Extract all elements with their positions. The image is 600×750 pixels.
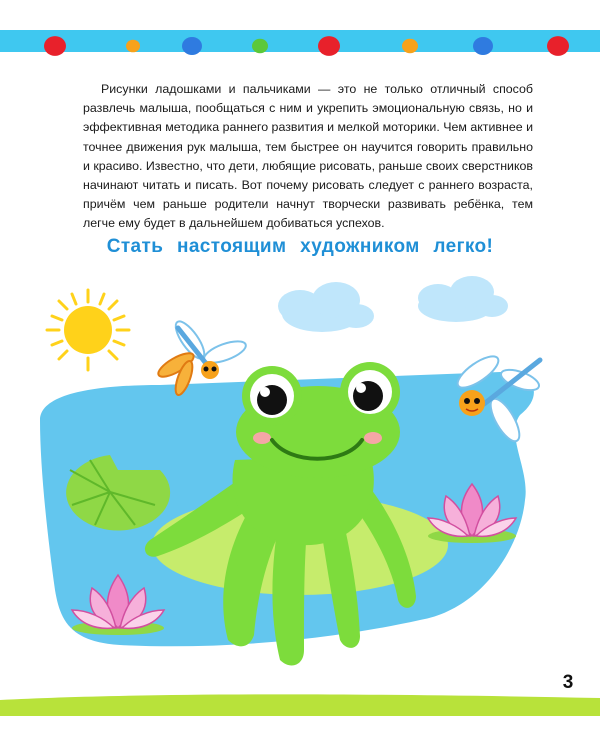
bottom-green-band: [0, 690, 600, 750]
top-cyan-stripe: [0, 30, 600, 52]
paint-dot: [182, 37, 202, 55]
paint-dot: [473, 37, 493, 55]
frog-pond-illustration: [0, 270, 600, 690]
page-number: 3: [562, 672, 574, 693]
paint-dot: [252, 39, 268, 53]
cloud-right-icon: [418, 276, 508, 322]
paint-dot: [44, 36, 66, 56]
sun-icon: [47, 290, 129, 370]
intro-paragraph: Рисунки ладошками и пальчиками — это не только отличный способ развлечь малыша, пообщаться с ним и укрепить эмоциональную связь, но и эффективная методика раннего развития и мелкой моторики. Чем активнее и точнее движения рук малыша, тем быстрее он научится говорить правильно и красиво. Известно, что дети, любящие рисовать, раньше своих сверстников начинают читать и писать. Вот почему рисовать следует с раннего возраста, причём чем раньше родители начнут творчески развивать ребёнка, тем легче ему будет в дальнейшем добиваться успехов.: [83, 82, 533, 231]
paint-dot: [126, 40, 140, 53]
paint-dot: [547, 36, 569, 56]
top-paint-band: [0, 0, 600, 62]
paint-dot: [402, 39, 418, 53]
paint-dot: [318, 36, 340, 56]
page-headline: Стать настоящим художником легко!: [106, 236, 494, 257]
cloud-left-icon: [278, 282, 374, 332]
